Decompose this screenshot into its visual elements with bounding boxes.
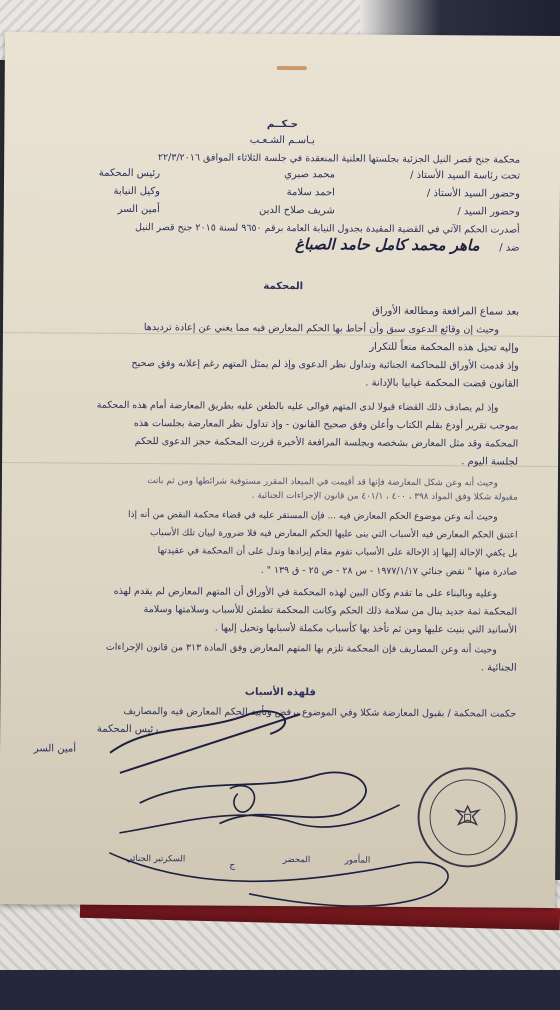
body-line: وعليه وبالبناء على ما تقدم وكان البين لهذه المحكمة في الأوراق أن المتهم المعارض لم يقدم لهذه (113, 585, 498, 600)
body-line: اعتنق الحكم المعارض فيه الأسباب التي بنى عليها الحكم المعارض فيه فلا ضرورة لبيان تلك الأسباب (149, 528, 518, 541)
judge-title: رئيس المحكمة (98, 167, 161, 180)
body-line: وإذ قدمت الأوراق للمحاكمة الجنائية وتداول نظر الدعوى وإذ لم يمثل المتهم رغم إعلانه وفق صحيح (131, 357, 519, 372)
body-line: وحيث أنه وعن موضوع الحكم المعارض فيه ... فإن المستقر عليه في قضاء محكمة النقض من أنه إذا (128, 509, 498, 523)
body-line: وحيث إن وقائع الدعوى سبق وأن أحاط بها الحكم المعارض فيه مما يغني عن إعادة ترديدها (143, 322, 500, 336)
body-line: وحيث أنه وعن المصاريف فإن المحكمة تلزم بها المتهم المعارض وفق المادة ٣١٣ من قانون الإجراءات (105, 641, 497, 656)
verdict-text: حكمت المحكمة / بقبول المعارضة شكلا وفي الموضوع برفض وتأييد الحكم المعارض فيه والمصاريف (123, 705, 517, 720)
body-line: وحيث أنه وعن شكل المعارضة فإنها قد أقيمت في الميعاد المقرر مستوفية شرائطها ومن ثم باتت (147, 476, 498, 489)
accused-name-handwritten: ماهر محمد كامل حامد الصباغ (294, 235, 480, 255)
court-session-line: محكمة جنح قصر النيل الجزئية بجلستها العلنية المنعقدة في جلسة الثلاثاء الموافق ٢٢/٣/٢٠١٦ (157, 152, 521, 166)
body-line: القانون قضت المحكمة غيابيا بالإدانة . (365, 377, 519, 390)
secretary-name: شريف صلاح الدين (258, 204, 335, 217)
bottom-label: السكرتير الجنائي (125, 853, 186, 865)
staple-mark (277, 66, 307, 70)
fabric-dark-band (0, 970, 560, 1010)
case-number-line: أصدرت الحكم الآتي في القضية المقيدة بجدول النيابة العامة برقم ٩٦٥٠ لسنة ٢٠١٥ جنح قصر النيل (134, 221, 520, 236)
body-line: بموجب تقرير أودع بقلم الكتاب وأعلن وفق صحيح القانون - وإذ تداول نظر المعارضة بجلسات هذه (133, 417, 519, 432)
bottom-label: المحضر (282, 855, 311, 866)
secretary-label: وحضور السيد / (457, 206, 520, 218)
body-line: صادرة منها " نقض جنائي ١٩٧٧/١/١٧ - س ٢٨ - ص ٢٥ - ق ١٣٩ " . (260, 564, 518, 578)
body-line: المحكمة وقد مثل المعارض بشخصه وبجلسة المرافعة الأخيرة قررت المحكمة حجز الدعوى للحكم (134, 435, 519, 450)
body-line: الأسانيد التي بنيت عليها ومن ثم تأخذ بها كأسباب مكملة لأسبابها وتحيل إليها . (214, 622, 517, 636)
document-title: حـكــم (266, 118, 299, 131)
reasons-heading: فلهذه الأسباب (244, 686, 316, 699)
bottom-label: ج (229, 860, 236, 871)
body-line: بعد سماع المرافعة ومطالعة الأوراق (372, 305, 520, 318)
secretary-title: أمين السر (117, 203, 160, 216)
fabric-stripe (360, 0, 560, 36)
body-line: بل يكفي الإحالة إليها إذ الإحالة على الأسباب تقوم مقام إيرادها وتدل على أن المحكمة في عقيدتها (157, 546, 518, 559)
secretary-signature-label: أمين السر (33, 743, 77, 755)
court-document-page (0, 32, 560, 908)
court-heading: المحكمة (263, 280, 304, 293)
judge-label: تحت رئاسة السيد الأستاذ / (410, 169, 521, 182)
eagle-emblem-icon (452, 802, 482, 832)
prosecutor-label: وحضور السيد الأستاذ / (426, 188, 520, 200)
body-line: المحكمة ثمة جديد ينال من سلامة ذلك الحكم وكانت المحكمة تطمئن للأسباب وسلامتها وسلامة (143, 604, 518, 618)
body-line: لجلسة اليوم . (461, 456, 519, 468)
bottom-label: المأمور (344, 855, 371, 866)
court-stamp (417, 767, 518, 868)
document-subtitle: بـاسـم الشـعـب (249, 134, 315, 147)
against-label: ضد / (499, 242, 520, 254)
judge-signature-label: رئيس المحكمة (96, 723, 159, 736)
body-line: مقبولة شكلا وفق المواد ٣٩٨ ، ٤٠٠ ، ٤٠١/١ من قانون الإجراءات الجنائية . (251, 490, 518, 503)
prosecutor-title: وكيل النيابة (113, 185, 160, 198)
body-line: وإذ لم يصادف ذلك القضاء قبولا لدى المتهم فوالى عليه بالطعن عليه بطريق المعارضة أمام هذه المحكمة (96, 399, 499, 414)
body-line: وإليه تحيل هذه المحكمة منعاً للتكرار (369, 341, 519, 354)
judge-name: محمد صبري (284, 169, 336, 181)
prosecutor-name: احمد سلامة (286, 187, 335, 199)
body-line: الجنائية . (480, 662, 517, 674)
